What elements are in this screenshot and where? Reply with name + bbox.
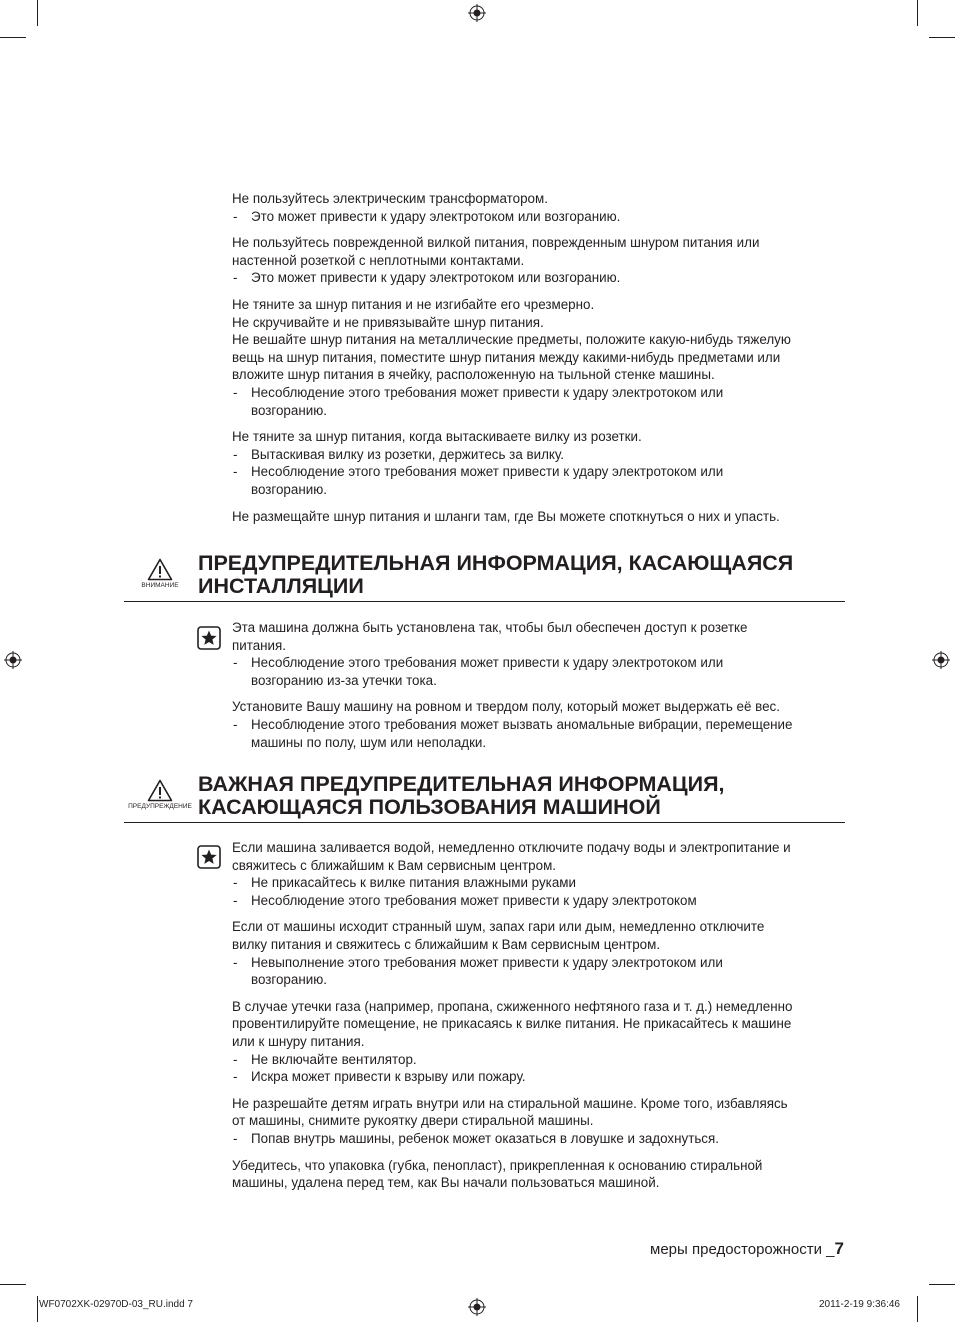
paragraph: Не тяните за шнур питания и не изгибайте его чрезмерно. xyxy=(232,296,595,312)
section-title: ВАЖНАЯ ПРЕДУПРЕДИТЕЛЬНАЯ ИНФОРМАЦИЯ, КАСАЮЩАЯСЯ ПОЛЬЗОВАНИЯ МАШИНОЙ xyxy=(198,772,725,819)
bullet-item: - Несоблюдение этого требования может привести к удару электротоком или возгоранию. xyxy=(233,384,724,418)
paragraph: Не вешайте шнур питания на металлические предметы, положите какую-нибудь тяжелую xyxy=(232,332,791,348)
bullet-item: - Несоблюдение этого требования может привести к удару электротоком или возгоранию из-за утечки тока. xyxy=(233,655,724,688)
registration-mark-icon xyxy=(4,651,22,669)
warning-triangle-icon xyxy=(147,558,173,581)
registration-mark-icon xyxy=(932,651,950,669)
paragraph: вилку питания и свяжитесь с ближайшим к Вам сервисным центром. xyxy=(232,936,661,952)
bullet-item: - Вытаскивая вилку из розетки, держитесь за вилку. xyxy=(233,446,564,462)
crop-mark-top-right-v xyxy=(917,0,918,26)
page-footer xyxy=(650,1239,844,1259)
paragraph: Эта машина должна быть установлена так, чтобы был обеспечен доступ к розетке xyxy=(232,620,748,635)
section-header-usage xyxy=(124,773,845,823)
intro-block xyxy=(232,508,844,526)
star-note-icon xyxy=(197,626,221,650)
intro-block xyxy=(232,428,844,498)
paragraph: В случае утечки газа (например, пропана, сжиженного нефтяного газа и т. д.) немедленно xyxy=(232,998,793,1014)
intro-block xyxy=(232,190,844,225)
bullet-item: - Попав внутрь машины, ребенок может оказаться в ловушке и задохнуться. xyxy=(233,1130,719,1146)
bullet-item: - Это может привести к удару электротоком или возгоранию. xyxy=(233,208,621,224)
paragraph: Не пользуйтесь электрическим трансформатором. xyxy=(232,191,548,206)
paragraph: или к шнуру питания. xyxy=(232,1033,365,1049)
paragraph: вещь на шнур питания, поместите шнур питания между какими-нибудь предметами или xyxy=(232,349,781,365)
footer-section-name: меры предосторожности _ xyxy=(650,1241,835,1258)
bullet-item: - Несоблюдение этого требования может привести к удару электротоком xyxy=(233,892,697,908)
paragraph: вложите шнур питания в ячейку, расположенную на тыльной стенке машины. xyxy=(232,367,715,383)
bullet-item: - Это может привести к удару электротоком или возгоранию. xyxy=(233,270,621,286)
paragraph: Установите Вашу машину на ровном и твердом полу, который может выдержать её вес. xyxy=(232,699,780,715)
bullet-item: - Искра может привести к взрыву или пожару. xyxy=(233,1069,526,1085)
paragraph: Не размещайте шнур питания и шланги там, где Вы можете споткнуться о них и упасть. xyxy=(232,508,780,524)
section2-block xyxy=(232,998,844,1086)
paragraph: Не тяните за шнур питания, когда вытаскиваете вилку из розетки. xyxy=(232,429,642,445)
section2-content xyxy=(232,839,844,1201)
caution-label: ВНИМАНИЕ xyxy=(141,582,179,589)
bullet-item: - Несоблюдение этого требования может вызвать аномальные вибрации, перемещение машины по полу, шум или неполадки. xyxy=(233,716,793,750)
paragraph: свяжитесь с ближайшим к Вам сервисным центром. xyxy=(232,857,557,873)
registration-mark-icon xyxy=(468,4,486,22)
page-number: 7 xyxy=(834,1239,844,1258)
paragraph: Если машина заливается водой, немедленно отключите подачу воды и электропитание и xyxy=(232,840,791,855)
section1-block xyxy=(232,619,844,689)
intro-content xyxy=(232,190,844,534)
paragraph: настенной розеткой с неплотными контактами. xyxy=(232,252,525,268)
caution-badge xyxy=(124,558,196,590)
section2-block xyxy=(232,1157,844,1192)
paragraph: питания. xyxy=(232,637,287,653)
paragraph: машины, удалена перед тем, как Вы начали пользоваться машиной. xyxy=(232,1175,660,1191)
section-title: ПРЕДУПРЕДИТЕЛЬНАЯ ИНФОРМАЦИЯ, КАСАЮЩАЯСЯ ИНСТАЛЛЯЦИИ xyxy=(198,551,794,598)
paragraph: провентилируйте помещение, не прикасаясь к вилке питания. Не прикасайтесь к машине xyxy=(232,1016,792,1032)
bullet-item: - Несоблюдение этого требования может привести к удару электротоком или возгоранию. xyxy=(233,464,724,497)
warning-badge xyxy=(124,779,196,811)
paragraph: Не скручивайте и не привязывайте шнур питания. xyxy=(232,314,544,330)
crop-mark-bottom-left-h xyxy=(0,1284,26,1285)
intro-block xyxy=(232,234,844,287)
section2-block xyxy=(232,1095,844,1148)
paragraph: от машины, снимите рукоятку двери стиральной машины. xyxy=(232,1113,594,1129)
bullet-item: - Невыполнение этого требования может привести к удару электротоком или возгоранию. xyxy=(233,954,723,988)
slug-timestamp: 2011-2-19 9:36:46 xyxy=(819,1299,900,1310)
crop-mark-top-left-h xyxy=(0,37,26,38)
bullet-item: - Не прикасайтесь к вилке питания влажными руками xyxy=(233,875,576,891)
bullet-item: - Не включайте вентилятор. xyxy=(233,1051,417,1067)
section1-content xyxy=(232,619,844,760)
paragraph: Не пользуйтесь поврежденной вилкой питания, поврежденным шнуром питания или xyxy=(232,235,760,251)
section2-block xyxy=(232,918,844,988)
section-header-installation xyxy=(124,552,845,602)
star-note-icon xyxy=(197,845,221,869)
slug-filename: WF0702XK-02970D-03_RU.indd 7 xyxy=(39,1299,193,1310)
warning-label: ПРЕДУПРЕЖДЕНИЕ xyxy=(128,803,192,810)
crop-mark-top-right-h xyxy=(929,37,955,38)
crop-mark-top-left-v xyxy=(37,0,38,26)
paragraph: Убедитесь, что упаковка (губка, пенопласт), прикрепленная к основанию стиральной xyxy=(232,1157,763,1173)
crop-mark-bottom-right-v xyxy=(917,1296,918,1322)
registration-mark-icon xyxy=(468,1298,486,1316)
crop-mark-bottom-right-h xyxy=(929,1284,955,1285)
crop-mark-bottom-left-v xyxy=(37,1296,38,1322)
section2-block xyxy=(232,839,844,909)
paragraph: Если от машины исходит странный шум, запах гари или дым, немедленно отключите xyxy=(232,919,765,935)
intro-block xyxy=(232,296,844,419)
warning-triangle-icon xyxy=(147,779,173,802)
section1-block xyxy=(232,698,844,751)
paragraph: Не разрешайте детям играть внутри или на стиральной машине. Кроме того, избавляясь xyxy=(232,1095,788,1111)
